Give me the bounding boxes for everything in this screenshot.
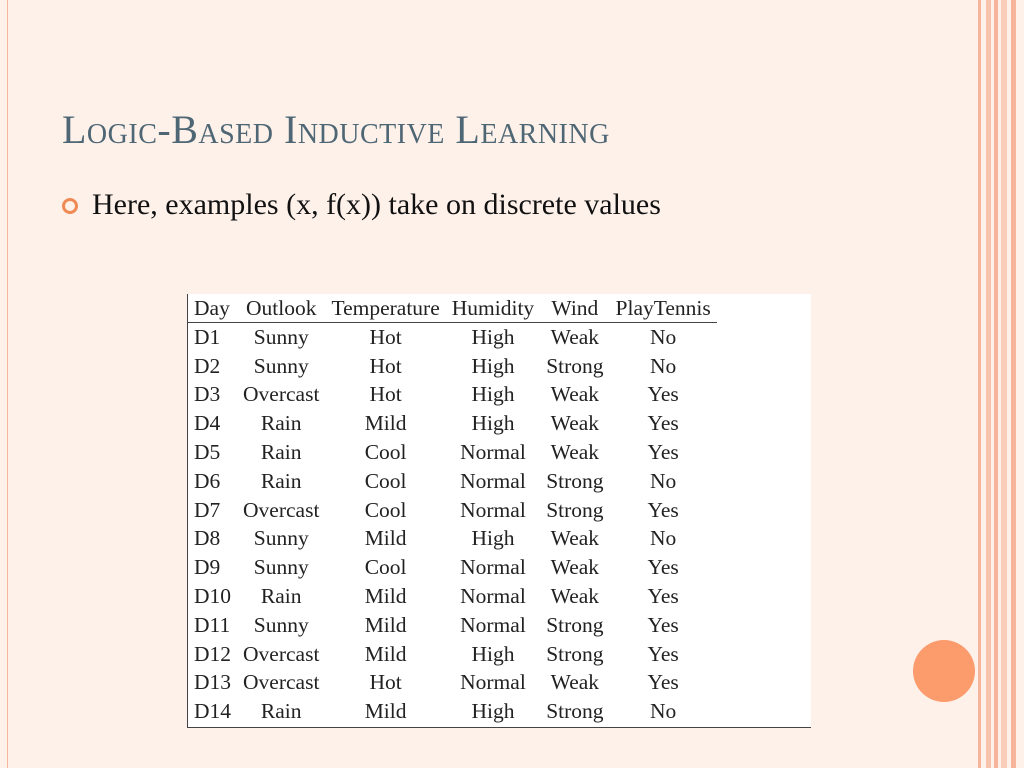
play-tennis-table [188, 294, 717, 726]
table-cell: Strong [546, 468, 604, 493]
table-cell: Sunny [253, 612, 309, 637]
table-cell: D12 [194, 641, 232, 666]
table-cell: Sunny [253, 555, 309, 580]
table-row [188, 697, 717, 726]
table-cell: Weak [550, 440, 600, 465]
table-cell: D5 [194, 440, 221, 465]
table-cell: Normal [460, 440, 526, 465]
table-cell: D11 [194, 612, 231, 637]
table-cell: Overcast [243, 497, 320, 522]
border-stripe [1011, 0, 1016, 768]
table-cell: Mild [364, 641, 407, 666]
column-header: Outlook [237, 294, 325, 323]
column-header: Temperature [325, 294, 445, 323]
table-cell: No [650, 699, 677, 724]
table-cell: Weak [550, 584, 600, 609]
table-cell: Strong [546, 497, 604, 522]
table-cell: Normal [460, 670, 526, 695]
table-cell: Normal [460, 468, 526, 493]
table-cell: D7 [194, 497, 221, 522]
table-cell: Yes [647, 612, 679, 637]
table-cell: High [471, 382, 515, 407]
table-cell: Normal [460, 584, 526, 609]
column-header: Wind [540, 294, 609, 323]
table-cell: High [471, 699, 515, 724]
table-cell: Hot [369, 382, 402, 407]
table-cell: Rain [260, 411, 302, 436]
table-cell: Sunny [253, 353, 309, 378]
column-header: Humidity [446, 294, 540, 323]
table-cell: D1 [194, 324, 221, 349]
table-cell: Weak [550, 670, 600, 695]
column-header: Day [188, 294, 237, 323]
table-cell: Rain [260, 699, 302, 724]
table-header-row [188, 294, 717, 323]
table-cell: Yes [647, 641, 679, 666]
table-cell: High [471, 526, 515, 551]
table-cell: D10 [194, 584, 232, 609]
table-cell: Normal [460, 612, 526, 637]
table-cell: Cool [364, 440, 407, 465]
table-cell: D8 [194, 526, 221, 551]
table-cell: Mild [364, 612, 407, 637]
table-row [188, 352, 717, 381]
table-row [188, 553, 717, 582]
table-cell: Weak [550, 555, 600, 580]
table-row [188, 323, 717, 352]
slide-title: Logic-Based Inductive Learning [62, 107, 610, 152]
table-cell: Cool [364, 497, 407, 522]
table-cell: Cool [364, 555, 407, 580]
table-cell: D6 [194, 468, 221, 493]
table-cell: High [471, 353, 515, 378]
table-cell: Weak [550, 324, 600, 349]
table-cell: Overcast [243, 670, 320, 695]
table-cell: Weak [550, 411, 600, 436]
table-cell: Yes [647, 497, 679, 522]
table-row [188, 467, 717, 496]
table-row [188, 582, 717, 611]
table-cell: Yes [647, 584, 679, 609]
decorative-circle [913, 640, 975, 702]
table-cell: Rain [260, 468, 302, 493]
table-cell: D14 [194, 699, 232, 724]
data-table-container [187, 294, 811, 728]
table-cell: Mild [364, 699, 407, 724]
border-stripe [1001, 0, 1007, 768]
table-cell: Overcast [243, 641, 320, 666]
table-cell: D3 [194, 382, 221, 407]
table-cell: Strong [546, 699, 604, 724]
table-cell: Yes [647, 382, 679, 407]
table-cell: High [471, 411, 515, 436]
table-cell: No [650, 353, 677, 378]
table-cell: Yes [647, 555, 679, 580]
table-cell: Strong [546, 641, 604, 666]
table-row [188, 409, 717, 438]
table-cell: Mild [364, 584, 407, 609]
table-cell: Strong [546, 353, 604, 378]
table-cell: Yes [647, 670, 679, 695]
table-cell: D9 [194, 555, 221, 580]
table-row [188, 438, 717, 467]
table-cell: No [650, 324, 677, 349]
table-cell: D13 [194, 670, 232, 695]
table-cell: Sunny [253, 324, 309, 349]
table-cell: Rain [260, 584, 302, 609]
bullet-text: Here, examples (x, f(x)) take on discrete values [92, 188, 661, 221]
border-stripe [978, 0, 981, 768]
table-cell: Hot [369, 670, 402, 695]
table-body [188, 323, 717, 727]
table-cell: Mild [364, 411, 407, 436]
table-cell: Sunny [253, 526, 309, 551]
table-cell: Yes [647, 411, 679, 436]
table-cell: Rain [260, 440, 302, 465]
table-cell: Mild [364, 526, 407, 551]
table-cell: High [471, 324, 515, 349]
table-cell: Strong [546, 612, 604, 637]
table-cell: Normal [460, 497, 526, 522]
table-cell: No [650, 526, 677, 551]
border-stripe [994, 0, 998, 768]
table-row [188, 525, 717, 554]
table-cell: Hot [369, 353, 402, 378]
bullet-item [62, 188, 661, 222]
table-cell: Weak [550, 382, 600, 407]
table-cell: Weak [550, 526, 600, 551]
border-stripe [986, 0, 991, 768]
table-cell: D2 [194, 353, 221, 378]
table-cell: No [650, 468, 677, 493]
table-row [188, 611, 717, 640]
table-cell: Normal [460, 555, 526, 580]
slide-frame-line [7, 0, 8, 768]
table-cell: Cool [364, 468, 407, 493]
table-cell: High [471, 641, 515, 666]
table-cell: Yes [647, 440, 679, 465]
table-row [188, 640, 717, 669]
table-row [188, 669, 717, 698]
column-header: PlayTennis [610, 294, 717, 323]
ring-bullet-icon [62, 198, 78, 214]
table-row [188, 496, 717, 525]
table-cell: D4 [194, 411, 221, 436]
table-row [188, 381, 717, 410]
table-cell: Overcast [243, 382, 320, 407]
table-cell: Hot [369, 324, 402, 349]
